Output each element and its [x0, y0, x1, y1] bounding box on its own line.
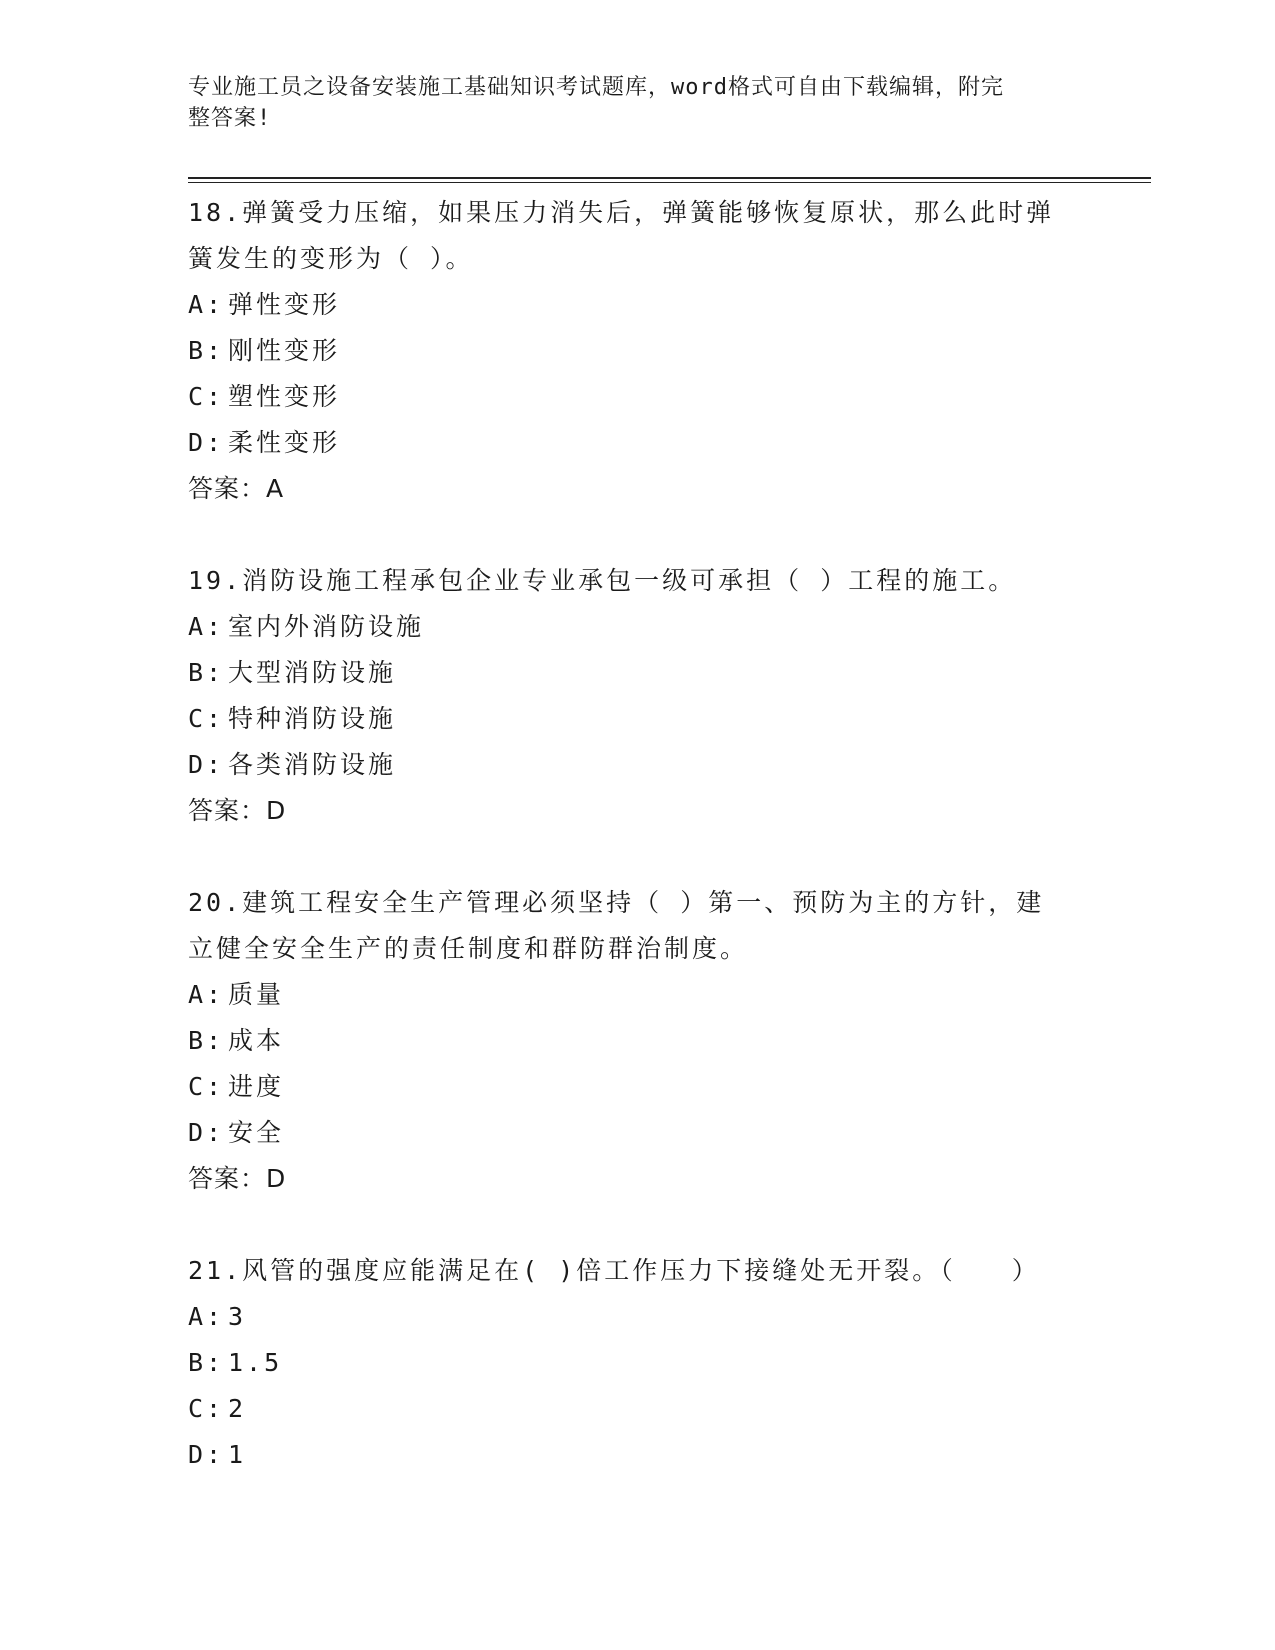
option-d	[188, 420, 1088, 466]
option-text: 刚性变形	[228, 336, 341, 365]
question-stem	[188, 558, 1088, 604]
option-letter: C:	[188, 1072, 225, 1101]
option-letter: D:	[188, 428, 225, 457]
option-text: 3	[228, 1302, 247, 1331]
option-b	[188, 328, 1088, 374]
option-a	[188, 604, 1088, 650]
option-d	[188, 1110, 1088, 1156]
question-20	[188, 880, 1088, 1202]
question-stem-line: 21.风管的强度应能满足在( )倍工作压力下接缝处无开裂。（ ）	[188, 1256, 1040, 1285]
option-text: 安全	[228, 1118, 285, 1147]
option-letter: A:	[188, 612, 225, 641]
option-b	[188, 1018, 1088, 1064]
question-18	[188, 190, 1088, 512]
option-text: 质量	[228, 980, 285, 1009]
question-21	[188, 1248, 1088, 1478]
question-list	[188, 190, 1088, 1524]
option-letter: B:	[188, 658, 225, 687]
option-text: 特种消防设施	[228, 704, 397, 733]
question-stem-line: 18.弹簧受力压缩，如果压力消失后，弹簧能够恢复原状，那么此时弹	[188, 198, 1055, 227]
option-text: 进度	[228, 1072, 285, 1101]
question-19	[188, 558, 1088, 834]
option-text: 各类消防设施	[228, 750, 397, 779]
question-stem	[188, 190, 1088, 282]
header-line-1: 专业施工员之设备安装施工基础知识考试题库，word格式可自由下载编辑，附完	[188, 75, 1004, 100]
option-a	[188, 972, 1088, 1018]
header-divider-thick	[188, 177, 1151, 179]
question-stem	[188, 1248, 1088, 1294]
option-letter: D:	[188, 1118, 225, 1147]
header-divider-thin	[188, 182, 1151, 183]
option-a	[188, 1294, 1088, 1340]
option-c	[188, 696, 1088, 742]
option-text: 成本	[228, 1026, 285, 1055]
option-letter: D:	[188, 750, 225, 779]
option-text: 柔性变形	[228, 428, 341, 457]
option-letter: A:	[188, 980, 225, 1009]
option-letter: A:	[188, 1302, 225, 1331]
answer-line: 答案：D	[188, 1164, 287, 1193]
option-text: 塑性变形	[228, 382, 341, 411]
option-text: 2	[228, 1394, 247, 1423]
option-b	[188, 1340, 1088, 1386]
option-c	[188, 1064, 1088, 1110]
question-stem	[188, 880, 1088, 972]
question-stem-line: 19.消防设施工程承包企业专业承包一级可承担（ ）工程的施工。	[188, 566, 1017, 595]
option-b	[188, 650, 1088, 696]
option-d	[188, 1432, 1088, 1478]
option-text: 大型消防设施	[228, 658, 397, 687]
answer-line: 答案：A	[188, 474, 285, 503]
option-a	[188, 282, 1088, 328]
document-header	[188, 72, 1088, 134]
option-text: 室内外消防设施	[228, 612, 425, 641]
question-stem-line: 立健全安全生产的责任制度和群防群治制度。	[188, 934, 749, 963]
option-text: 1	[228, 1440, 247, 1469]
question-stem-line: 20.建筑工程安全生产管理必须坚持（ ）第一、预防为主的方针，建	[188, 888, 1045, 917]
answer-line: 答案：D	[188, 796, 287, 825]
option-c	[188, 1386, 1088, 1432]
header-line-2: 整答案!	[188, 106, 272, 131]
question-stem-line: 簧发生的变形为（ ）。	[188, 244, 474, 273]
option-letter: C:	[188, 1394, 225, 1423]
option-text: 弹性变形	[228, 290, 341, 319]
option-d	[188, 742, 1088, 788]
option-c	[188, 374, 1088, 420]
option-text: 1.5	[228, 1348, 283, 1377]
option-letter: B:	[188, 336, 225, 365]
option-letter: D:	[188, 1440, 225, 1469]
option-letter: C:	[188, 382, 225, 411]
option-letter: B:	[188, 1026, 225, 1055]
option-letter: C:	[188, 704, 225, 733]
option-letter: A:	[188, 290, 225, 319]
option-letter: B:	[188, 1348, 225, 1377]
